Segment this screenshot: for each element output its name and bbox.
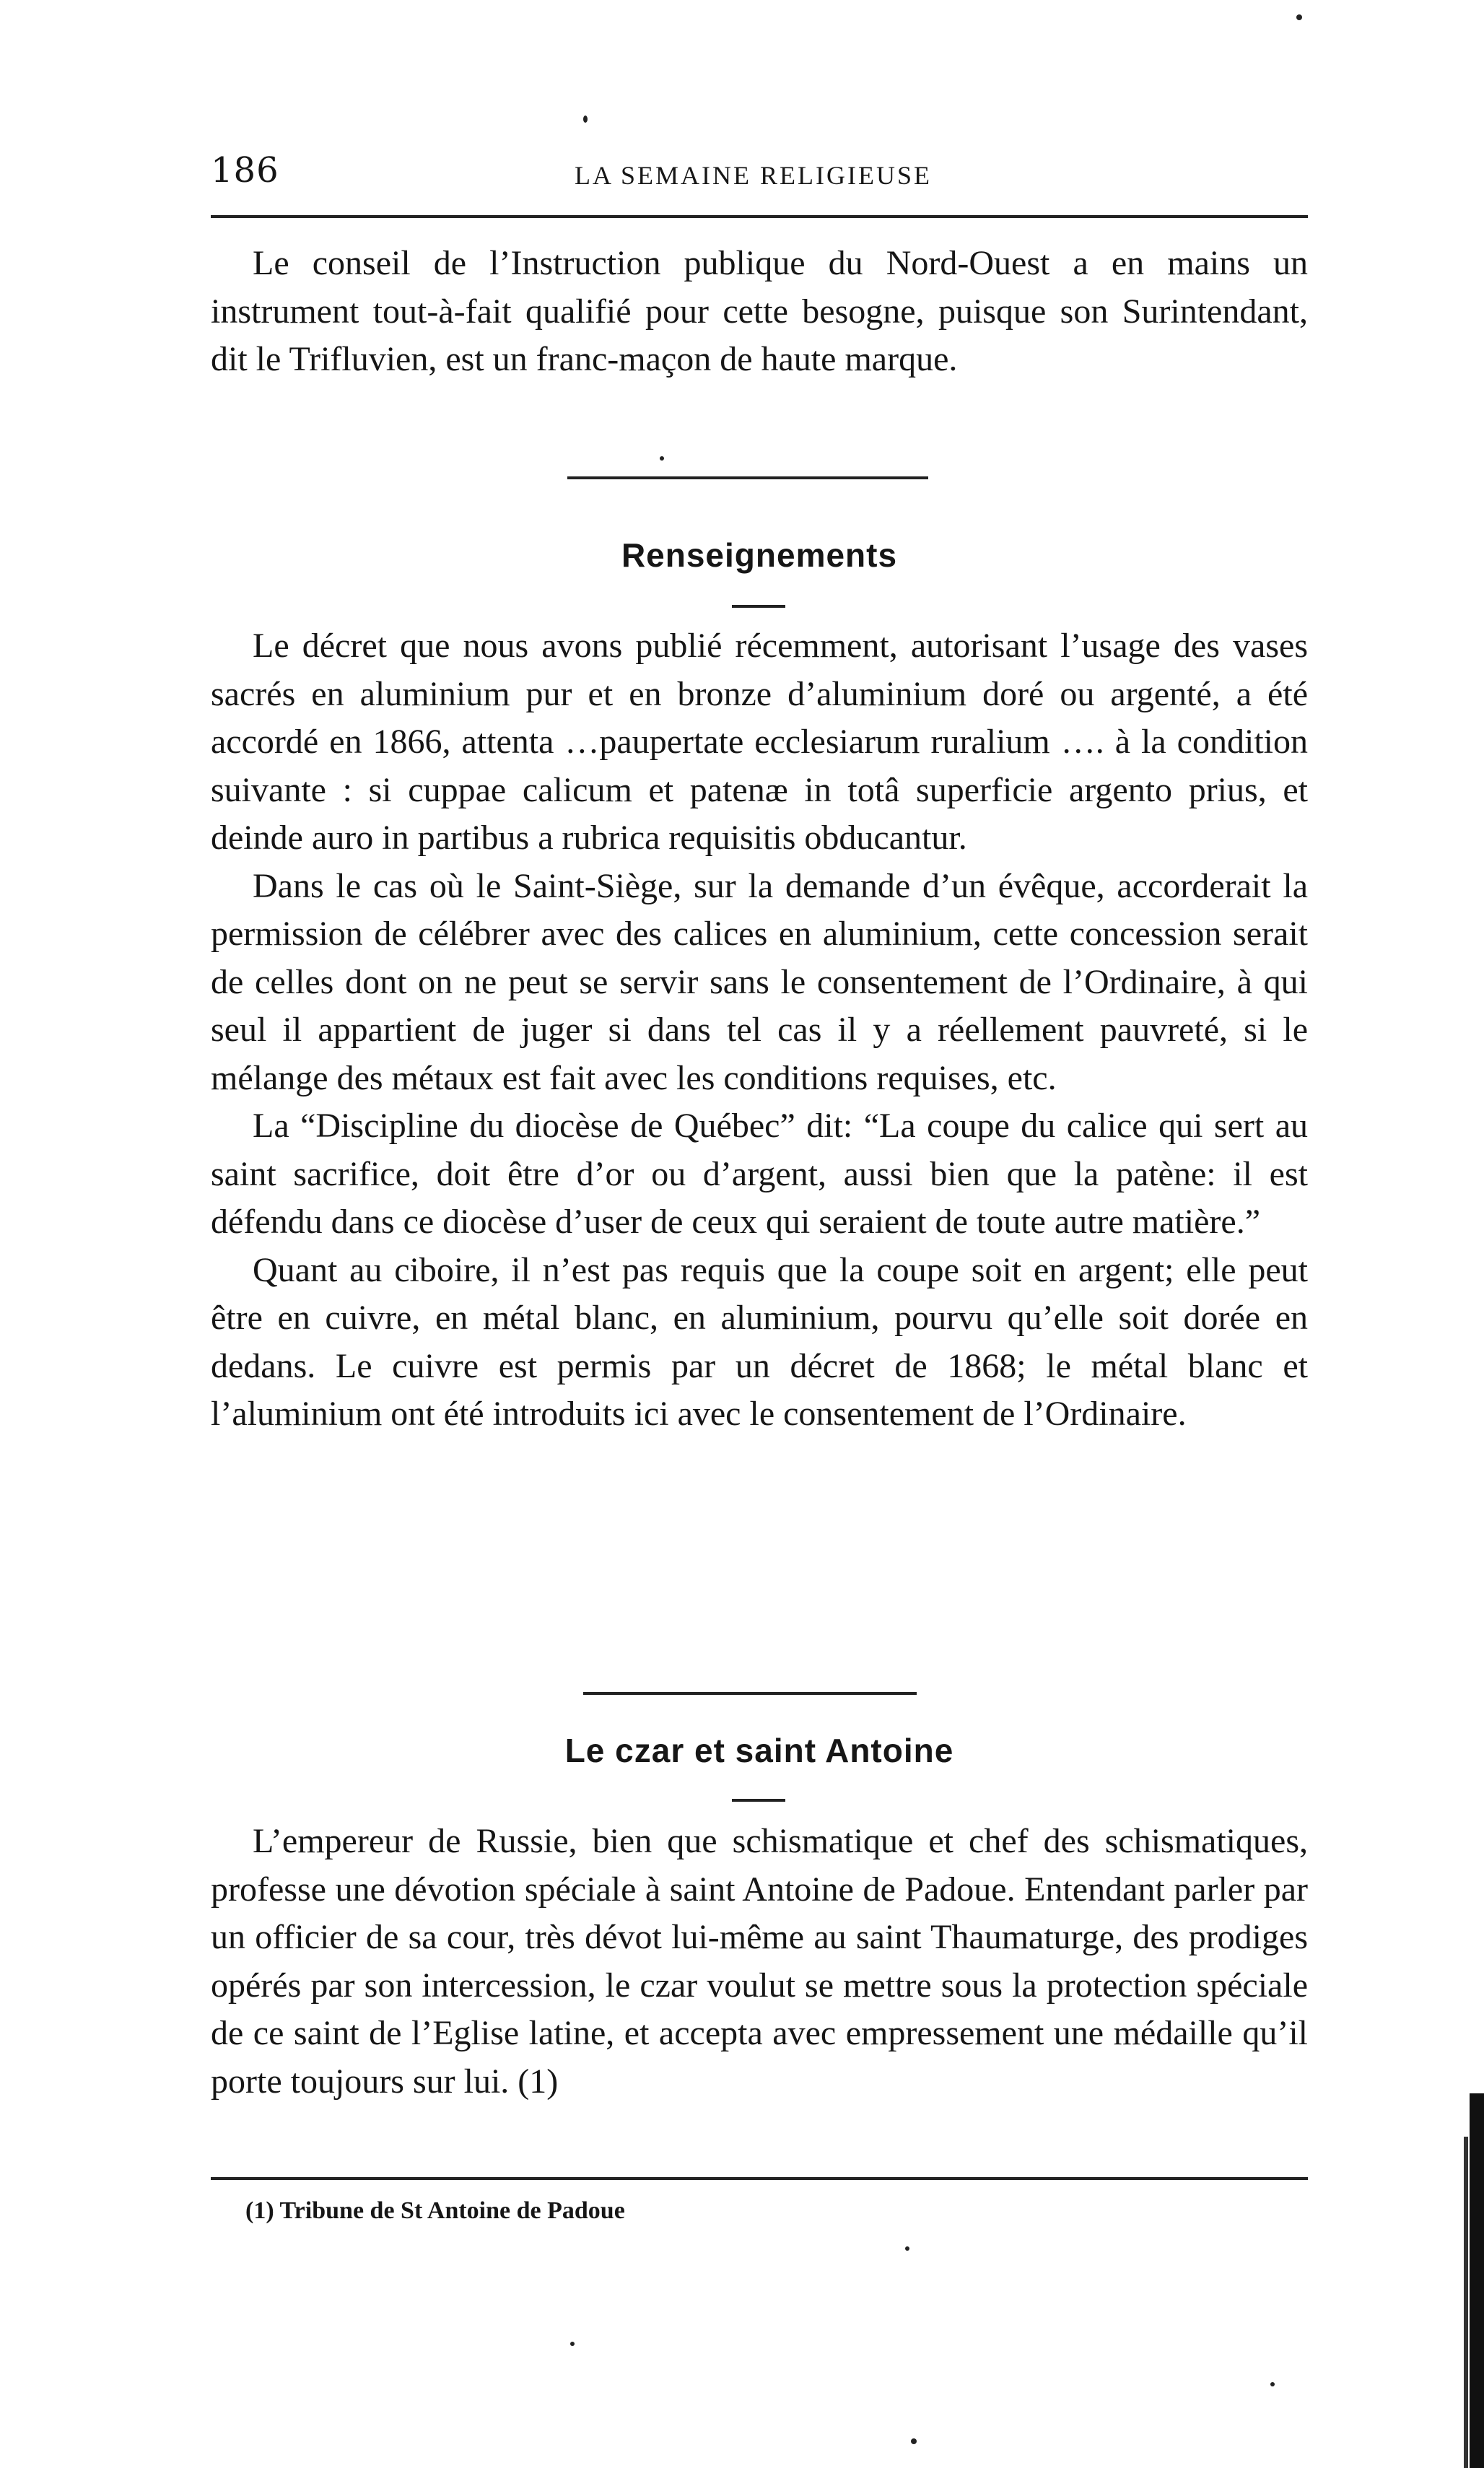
header-rule bbox=[211, 215, 1308, 218]
scan-speck bbox=[583, 115, 588, 123]
footnote: (1) Tribune de St Antoine de Padoue bbox=[245, 2197, 625, 2224]
paragraph-ciboire: Quant au ciboire, il n’est pas requis que la coupe soit en argent; elle peut être en cuivre, en métal blanc, en aluminium, pourvu qu’elle soit dorée en dedans. Le cuivre est permis par un décret de 1868; le métal blanc et l’aluminium ont été introduits ici avec le consentement de l’Ordinaire. bbox=[211, 1250, 1308, 1433]
title-dash-rule-2 bbox=[732, 1799, 785, 1802]
section2-body bbox=[211, 1818, 1308, 2106]
page-header bbox=[211, 144, 1308, 202]
scan-speck bbox=[905, 2246, 909, 2251]
scan-speck bbox=[1270, 2382, 1275, 2386]
section-separator-rule-2 bbox=[583, 1692, 917, 1695]
intro-paragraph-block bbox=[211, 240, 1308, 384]
scan-edge-shadow bbox=[1470, 2093, 1484, 2468]
scan-speck bbox=[1296, 14, 1302, 20]
paragraph-empereur: L’empereur de Russie, bien que schismatique et chef des schismatiques, professe une dévotion spéciale à saint Antoine de Padoue. Entendant parler par un officier de sa cour, très dévot lui-même au saint Thaumaturge, des prodiges opérés par son intercession, le czar voulut se mettre sous la protection spéciale de ce saint de l’Eglise latine, et accepta avec empressement une médaille qu’il porte toujours sur lui. (1) bbox=[211, 1822, 1308, 2101]
paragraph-discipline: La “Discipline du diocèse de Québec” dit: “La coupe du calice qui sert au saint sacrifice, doit être d’or ou d’argent, aussi bien que la patène: il est défendu dans ce diocèse d’user de ceux qui seraient de toute autre matière.” bbox=[211, 1107, 1308, 1241]
intro-paragraph: Le conseil de l’Instruction publique du Nord-Ouest a en mains un instrument tout-à-fait qualifié pour cette besogne, puisque son Surintendant, dit le Trifluvien, est un franc-maçon de haute marque. bbox=[211, 244, 1308, 378]
paragraph-decret: Le décret que nous avons publié récemment, autorisant l’usage des vases sacrés en aluminium pur et en bronze d’aluminium doré ou argenté, a été accordé en 1866, attenta …paupertate ecclesiarum ruralium …. à la condition suivante : si cuppae calicum et patenæ in totâ superficie argento prius, et deinde auro in partibus a rubrica requisitis obducantur. bbox=[211, 627, 1308, 857]
section-title-czar: Le czar et saint Antoine bbox=[564, 1732, 954, 1769]
scan-speck bbox=[570, 2342, 575, 2346]
title-dash-rule bbox=[732, 605, 785, 608]
section1-body bbox=[211, 622, 1308, 1439]
section-separator-rule bbox=[567, 476, 928, 479]
scan-speck bbox=[660, 456, 664, 461]
page-number: 186 bbox=[211, 150, 279, 191]
footnote-rule bbox=[211, 2177, 1308, 2180]
scan-speck bbox=[911, 2438, 917, 2444]
scan-edge-shadow-thin bbox=[1464, 2137, 1468, 2468]
section-title-renseignements: Renseignements bbox=[621, 536, 898, 574]
paragraph-saint-siege: Dans le cas où le Saint-Siège, sur la demande d’un évêque, accorderait la permission de célébrer avec des calices en aluminium, cette concession serait de celles dont on ne peut se servir sans le consentement de l’Ordinaire, à qui seul il appartient de juger si dans tel cas il y a réellement pauvreté, si le mélange des métaux est fait avec les conditions requises, etc. bbox=[211, 866, 1308, 1097]
running-title: LA SEMAINE RELIGIEUSE bbox=[575, 161, 932, 190]
